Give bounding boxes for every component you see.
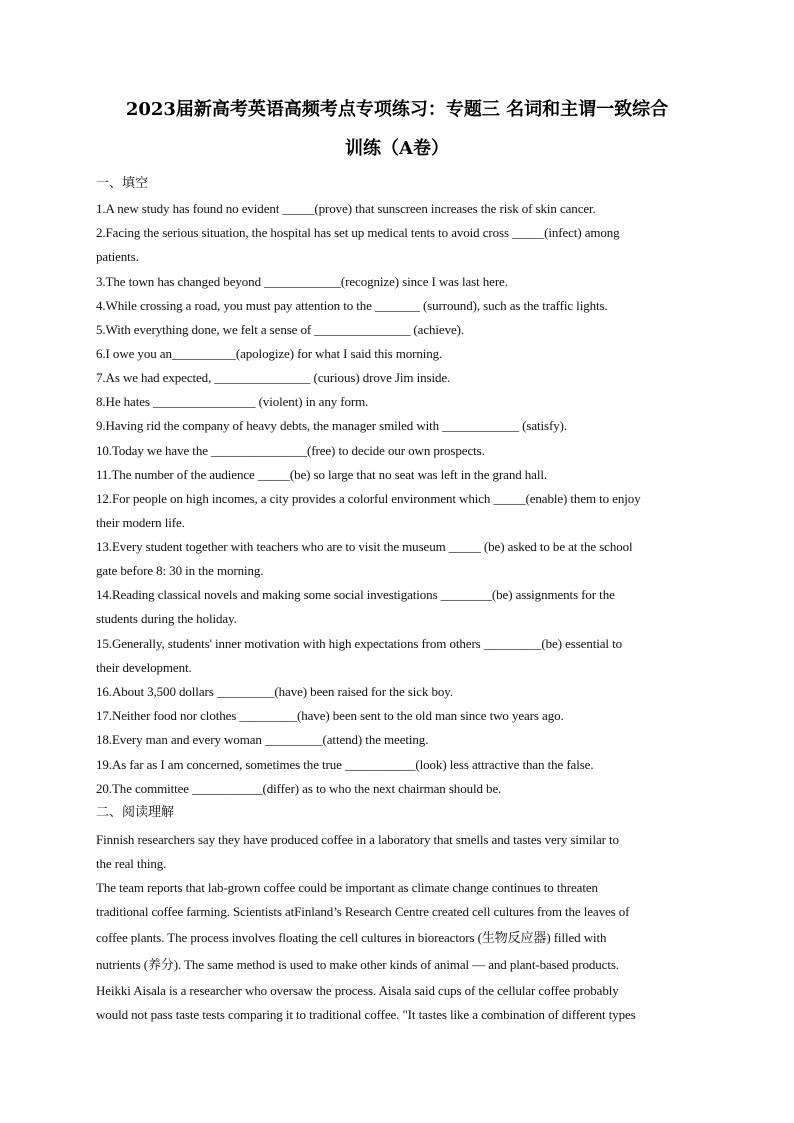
passage-line: Heikki Aisala is a researcher who oversaw the process. Aisala said cups of the cellular coffee probably <box>96 983 619 998</box>
question-line: 4.While crossing a road, you must pay attention to the _______ (surround), such as the traffic lights. <box>96 298 608 313</box>
question-line: 6.I owe you an__________(apologize) for what I said this morning. <box>96 346 443 361</box>
question-line: 15.Generally, students' inner motivation with high expectations from others _________(be) essential to <box>96 636 622 651</box>
question-line: 19.As far as I am concerned, sometimes the true ___________(look) less attractive than the false. <box>96 757 594 772</box>
question-line: 16.About 3,500 dollars _________(have) been raised for the sick boy. <box>96 684 453 699</box>
passage-line: The team reports that lab-grown coffee could be important as climate change continues to threaten <box>96 880 598 895</box>
question-line: students during the holiday. <box>96 611 237 626</box>
question-line: gate before 8: 30 in the morning. <box>96 563 264 578</box>
question-line: their modern life. <box>96 515 185 530</box>
section-heading-fill-in: 一、填空 <box>96 176 149 191</box>
question-line: their development. <box>96 660 192 675</box>
question-line: 5.With everything done, we felt a sense of _______________ (achieve). <box>96 322 465 337</box>
document-title-line-2: 训练（A卷） <box>345 138 449 159</box>
question-line: patients. <box>96 249 139 264</box>
passage-line: nutrients (养分). The same method is used to make other kinds of animal — and plant-based products. <box>96 957 619 972</box>
question-line: 2.Facing the serious situation, the hospital has set up medical tents to avoid cross _____(infect) among <box>96 225 620 240</box>
question-line: 17.Neither food nor clothes _________(have) been sent to the old man since two years ago. <box>96 708 564 723</box>
question-line: 7.As we had expected, _______________ (curious) drove Jim inside. <box>96 370 451 385</box>
question-line: 20.The committee ___________(differ) as to who the next chairman should be. <box>96 781 502 796</box>
question-line: 1.A new study has found no evident _____(prove) that sunscreen increases the risk of skin cancer. <box>96 201 596 216</box>
passage-line: coffee plants. The process involves floating the cell cultures in bioreactors (生物反应器) filled with <box>96 930 607 945</box>
passage-line: Finnish researchers say they have produced coffee in a laboratory that smells and tastes very similar to <box>96 832 619 847</box>
question-line: 13.Every student together with teachers who are to visit the museum _____ (be) asked to be at the school <box>96 539 633 554</box>
question-line: 18.Every man and every woman _________(attend) the meeting. <box>96 732 429 747</box>
passage-line: would not pass taste tests comparing it to traditional coffee. "It tastes like a combination of different types <box>96 1007 636 1022</box>
question-line: 8.He hates ________________ (violent) in any form. <box>96 394 369 409</box>
question-line: 9.Having rid the company of heavy debts, the manager smiled with ____________ (satisfy). <box>96 418 568 433</box>
question-line: 14.Reading classical novels and making some social investigations ________(be) assignments for the <box>96 587 615 602</box>
section-heading-reading: 二、阅读理解 <box>96 805 175 820</box>
passage-line: the real thing. <box>96 856 167 871</box>
question-line: 11.The number of the audience _____(be) so large that no seat was left in the grand hall. <box>96 467 548 482</box>
passage-line: traditional coffee farming. Scientists atFinland’s Research Centre created cell cultures from the leaves of <box>96 904 630 919</box>
question-line: 12.For people on high incomes, a city provides a colorful environment which _____(enable) them to enjoy <box>96 491 641 506</box>
document-title-line-1: 2023届新高考英语高频考点专项练习：专题三 名词和主谓一致综合 <box>125 99 669 120</box>
question-line: 10.Today we have the _______________(free) to decide our own prospects. <box>96 443 485 458</box>
question-line: 3.The town has changed beyond ____________(recognize) since I was last here. <box>96 274 508 289</box>
